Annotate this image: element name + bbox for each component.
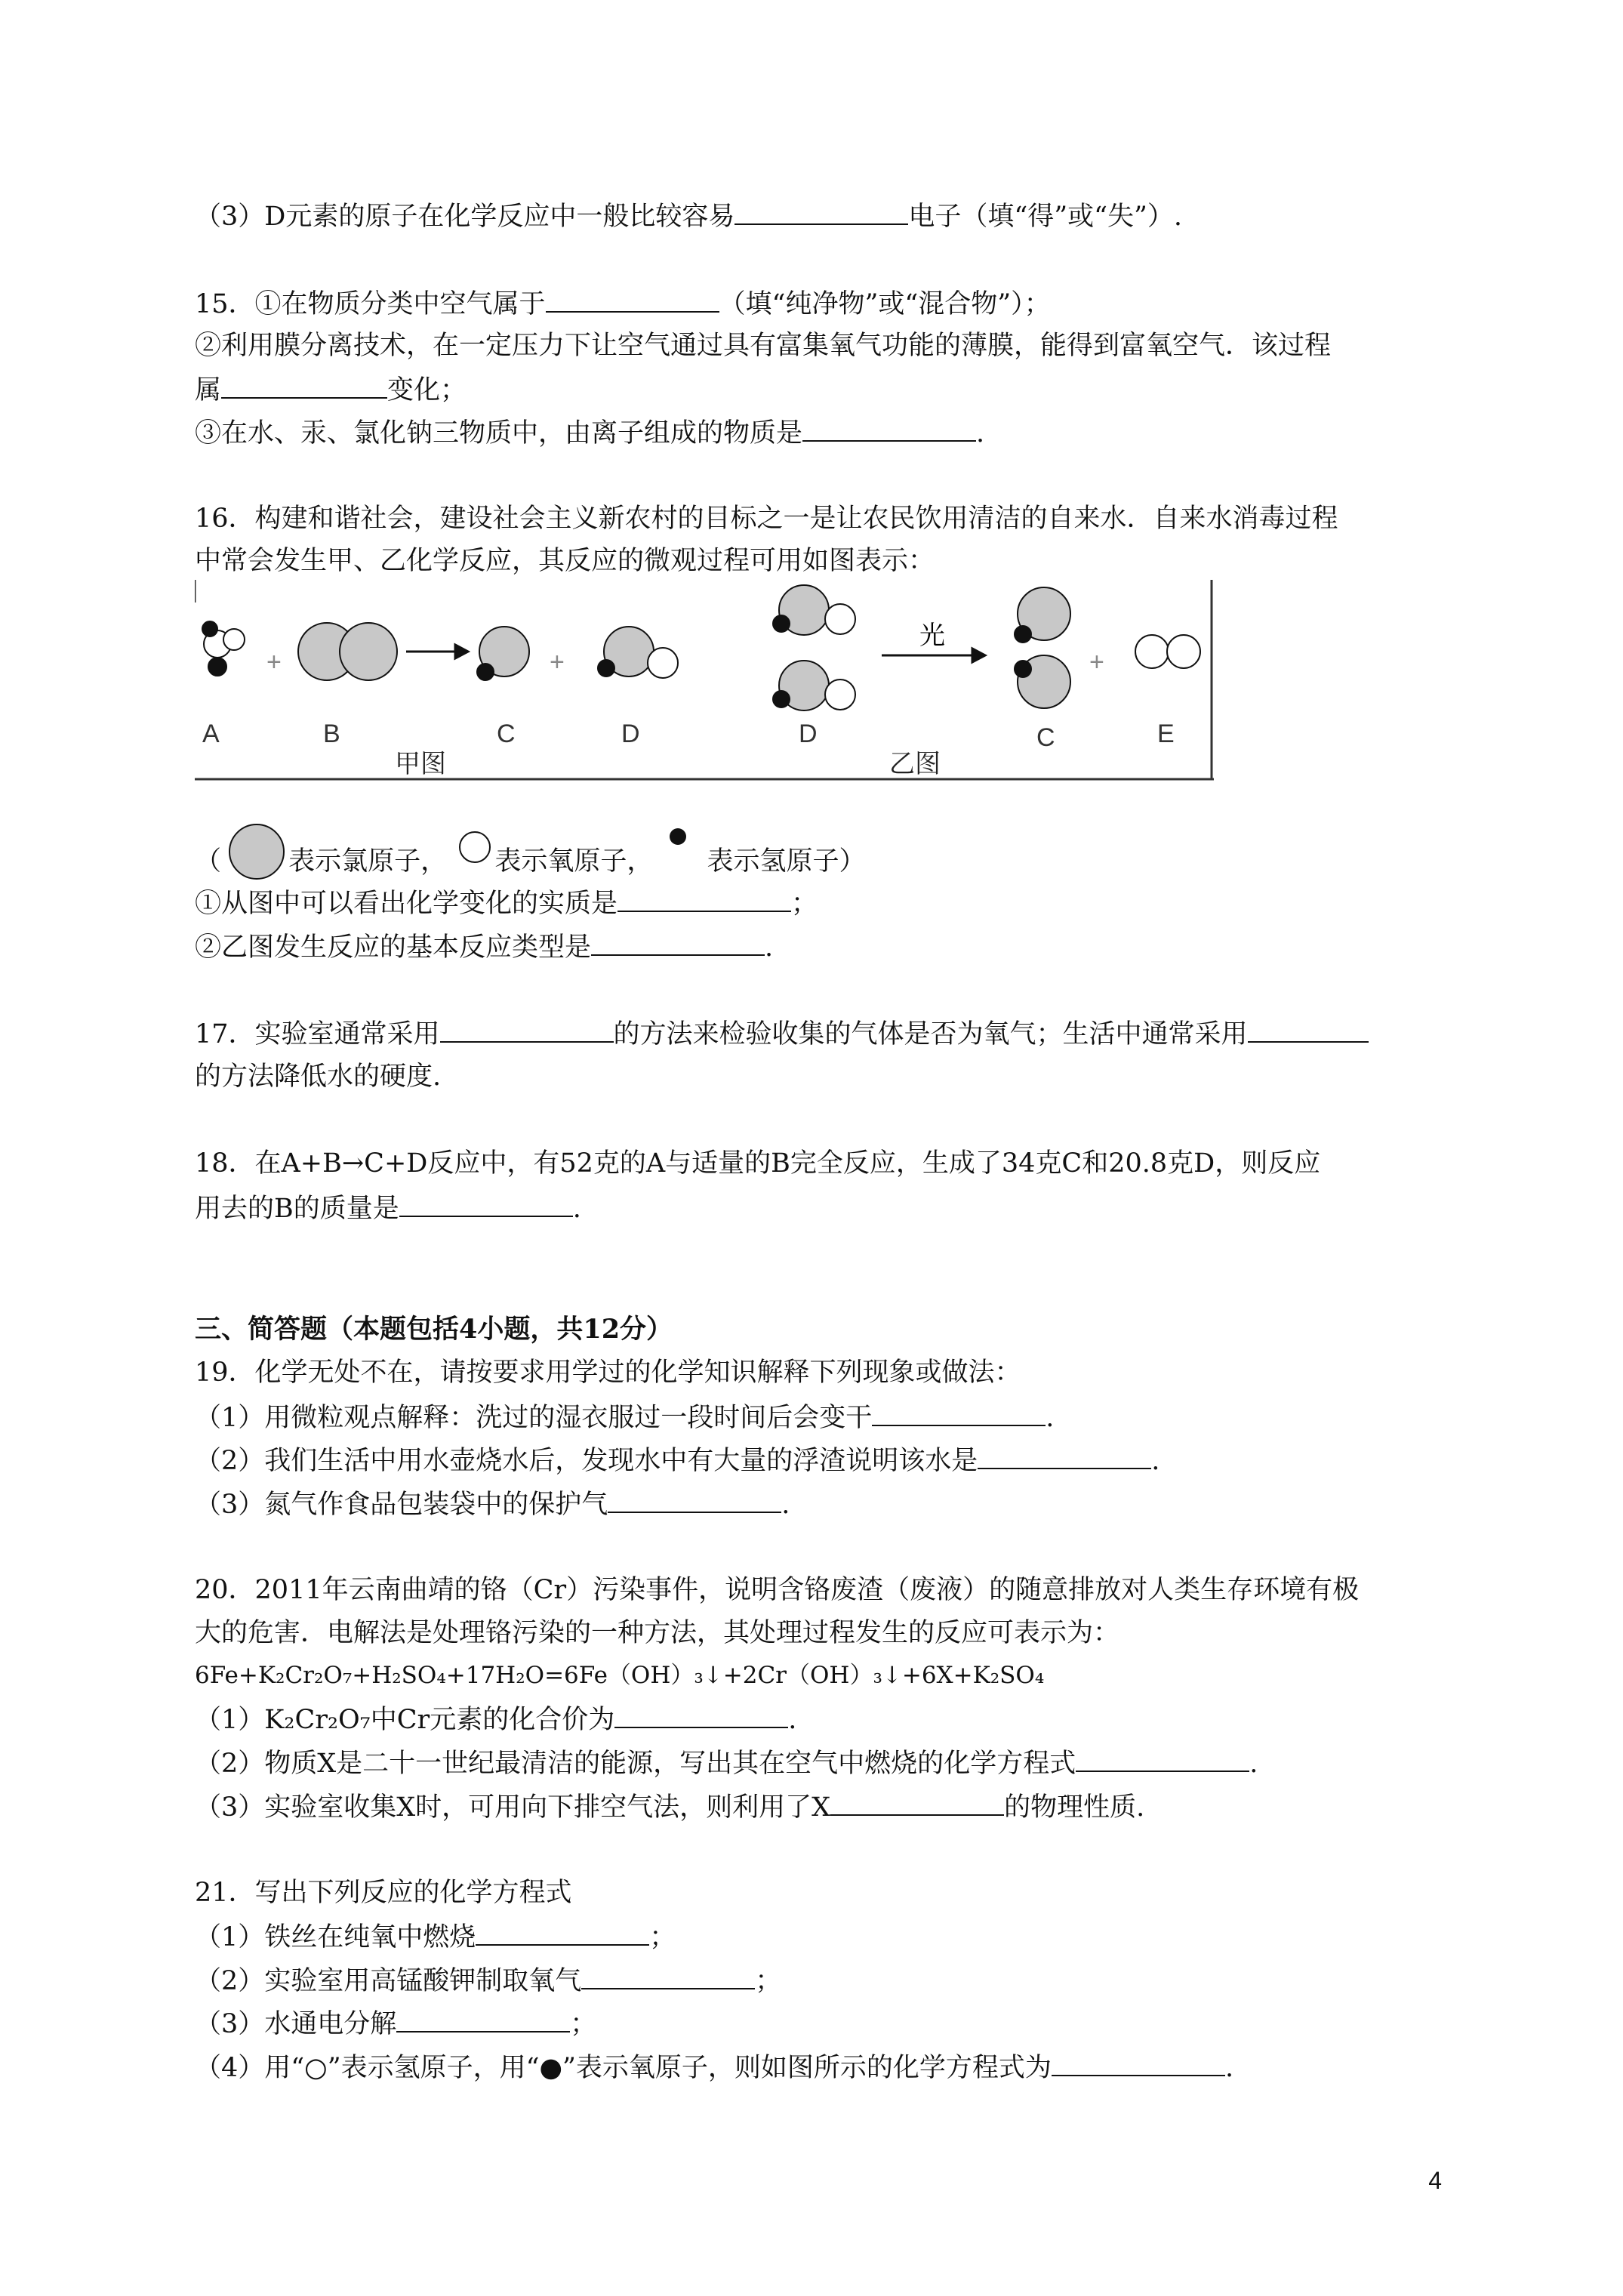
- caption-yi: 乙图: [889, 750, 941, 778]
- q15-2a: ②利用膜分离技术，在一定压力下让空气通过具有富集氧气功能的薄膜，能得到富氧空气．该过程: [195, 331, 1332, 361]
- q16-2: ②乙图发生反应的基本反应类型是 .: [195, 929, 773, 965]
- section-3-heading: 三、简答题（本题包括4小题，共12分）: [195, 1314, 673, 1345]
- q20-2: （2）物质X是二十一世纪最清洁的能源，写出其在空气中燃烧的化学方程式 .: [195, 1745, 1258, 1781]
- molecule-d: [598, 627, 678, 678]
- label-e: E: [1157, 720, 1175, 748]
- answer-blank[interactable]: [608, 1486, 781, 1513]
- q20-equation: 6Fe+K₂Cr₂O₇+H₂SO₄+17H₂O=6Fe（OH）₃↓+2Cr（OH）₃↓+6X+K₂SO₄: [195, 1662, 1045, 1689]
- reaction-figure: [195, 580, 1214, 784]
- q20-3: （3）实验室收集X时，可用向下排空气法，则利用了X 的物理性质.: [195, 1789, 1144, 1825]
- chlorine-atom-icon: [226, 823, 288, 885]
- arrow-yi: [882, 649, 985, 662]
- answer-blank[interactable]: [1052, 2049, 1225, 2076]
- q20-1: （1）K₂Cr₂O₇中Cr元素的化合价为 .: [195, 1701, 796, 1737]
- hydrogen-atom-icon: [661, 826, 707, 859]
- q18a: 18．在A+B→C+D反应中，有52克的A与适量的B完全反应，生成了34克C和20.8克D，则反应: [195, 1148, 1321, 1179]
- light-label: 光: [919, 621, 945, 650]
- q19-2: （2）我们生活中用水壶烧水后，发现水中有大量的浮渣说明该水是 .: [195, 1442, 1160, 1478]
- plus-sign: +: [550, 648, 565, 676]
- answer-blank[interactable]: [830, 1789, 1004, 1816]
- answer-blank[interactable]: [546, 285, 719, 313]
- answer-blank[interactable]: [581, 1962, 755, 1989]
- molecule-c-pair: [1015, 587, 1070, 708]
- label-a: A: [202, 720, 220, 748]
- answer-blank[interactable]: [399, 1190, 573, 1217]
- q16a: 16．构建和谐社会，建设社会主义新农村的目标之一是让农民饮用清洁的自来水．自来水消毒过程: [195, 504, 1338, 534]
- molecule-e: [1135, 635, 1200, 668]
- molecule-a: [202, 621, 245, 676]
- molecule-c: [477, 627, 529, 680]
- label-b: B: [323, 720, 340, 748]
- q14-3: （3）D元素的原子在化学反应中一般比较容易 电子（填“得”或“失”）.: [195, 198, 1182, 234]
- q21: 21．写出下列反应的化学方程式: [195, 1878, 572, 1908]
- caption-jia: 甲图: [395, 750, 446, 778]
- q21-1: （1）铁丝在纯氧中燃烧 ；: [195, 1918, 676, 1955]
- legend: （ 表示氯原子， 表示氧原子， 表示氢原子）: [195, 823, 865, 885]
- q21-2: （2）实验室用高锰酸钾制取氧气 ；: [195, 1962, 781, 1999]
- q19-1: （1）用微粒观点解释：洗过的湿衣服过一段时间后会变干 .: [195, 1399, 1054, 1435]
- arrow-jia: [406, 645, 468, 658]
- q20a: 20．2011年云南曲靖的铬（Cr）污染事件，说明含铬废渣（废液）的随意排放对人类生存环境有极: [195, 1575, 1360, 1605]
- q19-3: （3）氮气作食品包装袋中的保护气 .: [195, 1486, 790, 1522]
- oxygen-atom-icon: [455, 831, 494, 868]
- answer-blank[interactable]: [735, 198, 908, 225]
- answer-blank[interactable]: [978, 1442, 1151, 1469]
- q15-2b: 属 变化；: [195, 371, 467, 408]
- plus-sign: +: [1089, 648, 1104, 676]
- q20b: 大的危害．电解法是处理铬污染的一种方法，其处理过程发生的反应可表示为：: [195, 1618, 1120, 1648]
- page-number: 4: [1428, 2167, 1442, 2194]
- label-c: C: [497, 720, 516, 748]
- answer-blank[interactable]: [617, 885, 791, 912]
- answer-blank[interactable]: [802, 415, 976, 442]
- answer-blank[interactable]: [396, 2005, 570, 2032]
- q15-1: 15．①在物质分类中空气属于 （填“纯净物”或“混合物”）；: [195, 285, 1051, 322]
- q19: 19．化学无处不在，请按要求用学过的化学知识解释下列现象或做法：: [195, 1358, 1021, 1388]
- q16-1: ①从图中可以看出化学变化的实质是 ；: [195, 885, 818, 921]
- answer-blank[interactable]: [1248, 1015, 1369, 1043]
- label-c2: C: [1036, 723, 1055, 752]
- molecule-d-pair: [773, 585, 855, 710]
- plus-sign: +: [266, 648, 282, 676]
- answer-blank[interactable]: [440, 1015, 614, 1043]
- answer-blank[interactable]: [1076, 1745, 1249, 1772]
- q15-3: ③在水、汞、氯化钠三物质中，由离子组成的物质是 .: [195, 415, 984, 451]
- q16b: 中常会发生甲、乙化学反应，其反应的微观过程可用如图表示：: [195, 546, 935, 576]
- q18b: 用去的B的质量是 .: [195, 1190, 581, 1226]
- answer-blank[interactable]: [614, 1701, 788, 1728]
- q17b: 的方法降低水的硬度.: [195, 1062, 442, 1092]
- q21-3: （3）水通电分解 ；: [195, 2005, 596, 2042]
- answer-blank[interactable]: [591, 929, 765, 956]
- answer-blank[interactable]: [221, 371, 387, 399]
- label-d2: D: [799, 720, 818, 748]
- answer-blank[interactable]: [476, 1918, 649, 1946]
- molecule-b: [298, 623, 397, 680]
- answer-blank[interactable]: [872, 1399, 1046, 1426]
- label-d: D: [621, 720, 640, 748]
- q17a: 17．实验室通常采用 的方法来检验收集的气体是否为氧气；生活中通常采用: [195, 1015, 1369, 1052]
- q21-4: （4）用“○”表示氢原子，用“●”表示氧原子，则如图所示的化学方程式为 .: [195, 2049, 1233, 2085]
